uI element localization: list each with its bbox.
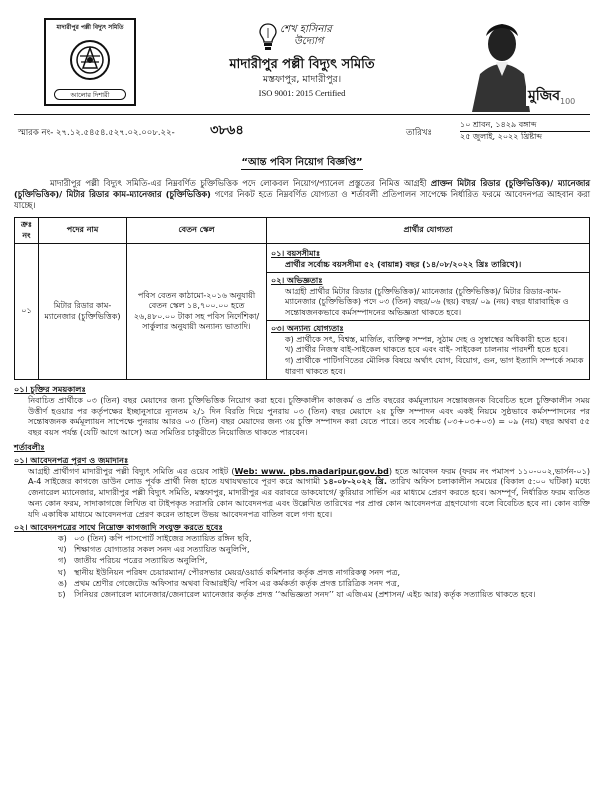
date-english: ২৫ জুলাই, ২০২২ খ্রিষ্টাব্দ [460,131,542,141]
post-table [14,217,590,380]
list-item-text: প্রথম শ্রেণীর গেজেটেড অফিসার অথবা বিআরইবি/ পবিস এর কর্মকর্তা কর্তৃক প্রদত্ত চারিত্রিক সনদ পত্র, [74,577,400,588]
header-qualification: প্রার্থীর যোগ্যতা [267,218,590,244]
age-text: প্রার্থীর সর্বোচ্চ বয়সসীমা ৫২ (বায়ান্ন) বছর (১৪/০৮/২০২২ খ্রিঃ তারিখে)। [285,259,522,269]
experience-text: আগ্রহী প্রার্থীর মিটার রিডার (চুক্তিভিত্তিক)/ ম্যানেজার (চুক্তিভিত্তিক)/ মিটার রিডার-কাম-ম্যানেজার (চুক্তিভিত্তিক) পদে ০৩ (তিন) বছর/০৬ (ছয়) বছর/ ০৯ (নয়) বছর ধারাবাহিক ও সন্তোষজনকভাবে কর্মসম্পাদনের অভিজ্ঞতা থাকতে হবে। [285,286,569,317]
date-bengali: ১০ শ্রাবন, ১৪২৯ বঙ্গাব্দ [460,120,590,132]
qualification-experience [267,272,589,318]
list-item-text: স্থানীয় ইউনিয়ন পরিষদ চেয়ারম্যান/ পৌরসভার মেয়র/ওয়ার্ড কমিশনার কর্তৃক প্রদত্ত নাগরিকত্ব সনদ পত্র, [74,566,401,577]
list-item-text: সিনিয়র জেনারেল ম্যানেজার/জেনারেল ম্যানেজার কর্তৃক প্রদত্ত ‘‘অভিজ্ঞতা সনদ’’ যা এজিএম (প্রশাসন/ এইচ আর) কর্তৃক সত্যায়িত থাকতে হবে। [74,588,536,599]
application-text-a: আগ্রহী প্রার্থীগণ মাদারীপুর পল্লী বিদ্যুৎ সমিতি এর ওয়েব সাইট ( [28,465,235,476]
header-pay: বেতন স্কেল [127,218,267,244]
cell-post: মিটার রিডার কাম-ম্যানেজার (চুক্তিভিত্তিক) [39,244,127,380]
application-text-c: তারিখ অফিস চলাকালীন সময়ের (বিকাল ৫:০০ ঘটিকা) মধ্যে জেনারেল ম্যানেজার, মাদারীপুর পল্লী বিদ্যুৎ সমিতি, মস্তফাপুর, মাদারীপুর এর বরাবরে ডাকযোগে/ কুরিয়ার সার্ভিস এর মাধ্যমে প্রেরণ করতে হবে। অসম্পূর্ণ, নির্ধারিত ফরম ব্যতিত অন্য কোন ফরম, সাদাকাগজে লিখিত বা টাইপকৃত সরাসরি কোন আবেদনপত্র এবং উল্লেখিত তারিখের পর প্রাপ্ত কোন আবেদনপত্র গ্রহণযোগ্য বলে বিবেচিত হবে না। কোন ব্যক্তি যদি একাধিক মাধ্যমে আবেদনপত্র প্রেরণ করেন তাহলে উভয় আবেদনপত্র বাতিল বলে গণ্য হবে। [28,476,590,519]
other-item-c: গ) প্রার্থীকে পাটিগণিতের মৌলিক বিষয়ে অর্থাৎ যোগ, বিয়োগ, গুন, ভাগ ইত্যাদি সম্পর্কে সম্যক ধারণা থাকতে হবে। [285,356,584,376]
intro-paragraph [14,178,590,211]
other-item-a: ক) প্রার্থীকে সৎ, বিশ্বস্ত, মার্জিত, ব্যক্তিত্ব সম্পন্ন, সুঠাম দেহ ও সুস্বাস্থের অধিকারী হতে হবে। [285,334,568,344]
table-row [15,244,590,380]
memo-label: স্মারক নং- ২৭.১২.৫৪৫৪.৫২৭.০২.০০৮.২২- [18,128,175,138]
cell-serial: ০১ [15,244,39,380]
other-item-b: খ) প্রার্থীর নিজস্ব বাই-সাইকেল থাকতে হবে এবং বাই- সাইকেল চালনায় পারদর্শী হতে হবে। [285,345,568,355]
letterhead [14,8,590,146]
cell-pay: পবিস বেতন কাঠামো-২০১৬ অনুযায়ী বেতন স্কেল ১৪,৭০০.০০ হতে ২৬,৪৮০.০০ টাকা সহ পবিস নির্দেশিকা/ সার্কুলার অনুযায়ী অন্যান্য ভাতাদি। [127,244,267,380]
list-item-text: ০৩ (তিন) কপি পাসপোর্ট সাইজের সত্যায়িত রঙ্গিন ছবি, [74,533,252,544]
list-item-marker: ঘ) [58,566,67,577]
organization-name: মাদারীপুর পল্লী বিদ্যুৎ সমিতি [229,57,375,72]
slogan-line-1: শেখ হাসিনার [280,24,332,35]
logo-tagline: আলোর দিশারী [54,89,126,100]
qualification-other [267,320,589,377]
intro-text: মাদারীপুর পল্লী বিদ্যুৎ সমিতি-এর নিম্নবর্ণিত চুক্তিভিত্তিক পদে লোকবল নিয়োগ/প্যানেল প্রস্তুতের নিমিত্ত আগ্রহী [50,178,431,189]
contract-text: নিবাচিত প্রার্থীকে ০৩ (তিন) বছর মেয়াদের জন্য চুক্তিভিত্তিক নিয়োগ করা হবে। চুক্তিকালীন কাজকর্ম ও প্রতি বছরের কর্মমূল্যায়ন সন্তোষজনক বিবেচিত হলে চুক্তিকালীন সময় উত্তীর্ণ হওয়ার পর কর্তৃপক্ষের ইচ্ছানুসারে ন্যূনতম ২/১ দিন বিরতি দিয়ে পুনরায় ০৩ (তিন) বছর মেয়াদে ২য় চুক্তি সম্পাদন এবং একই নিয়মে সুষ্ঠভাবে কর্মসম্পাদনের পর সন্তোষজনক কর্মমূল্যায়ন সাপেক্ষে পুনরায় আরও ০৩ (তিন) বছর মেয়াদের জন্য ৩য় চুক্তি সম্পাদন করা যেতে পারে। তবে সর্বোচ্চ (০৩+০৩+০৩) = ০৯ (নয়) বছর অথবা ৫৫ বছর বয়স পর্যন্ত (যেটি আগে আসে) অত্র সমিতির চাকুরীতে নিয়োজিত থাকতে পারবেন। [28,394,590,438]
slogan [280,24,332,47]
date-block [460,120,590,143]
organization-address: মস্তফাপুর, মাদারীপুর। [262,74,342,85]
contract-heading: ০১। চুক্তির সময়কালঃ [14,384,86,395]
iso-certification: ISO 9001: 2015 Certified [258,88,346,98]
list-item [58,555,590,566]
list-item-marker: ক) [58,533,67,544]
date-label: তারিখঃ [406,128,433,138]
mujib-portrait-icon [450,14,578,112]
logo-top-text: মাদারীপুর পল্লী বিদ্যুৎ সমিতি [56,24,124,31]
application-text-b: ) হতে আবেদন ফরম (ফরম নং পমাসপ ১১০-০০২,ভার্সন-০১) A-4 সাইজের কাগজে ডাউন লোড পূর্বক প্রার্থী নিজ হাতে যথাযথভাবে পূরণ করে আগামী [28,465,590,487]
slogan-line-2: উদ্যোগ [294,35,324,47]
list-item-marker: গ) [58,555,67,566]
application-heading: ০১। আবেদনপত্র পূরণ ও জমাদানঃ [14,454,129,465]
notice-title: “আন্ত পবিস নিয়োগ বিজ্ঞপ্তি” [241,156,362,170]
list-item [58,533,590,544]
memo-number: ৩৮৬৪ [210,123,244,138]
header-post: পদের নাম [39,218,127,244]
list-item-text: শিক্ষাগত যোগ্যতার সকল সনদ এর সত্যায়িত অনুলিপি, [74,544,250,555]
light-bulb-icon [258,22,278,52]
cell-qualification [267,244,590,380]
documents-list [14,533,590,600]
website-link[interactable]: Web: www. pbs.madaripur.gov.bd [234,465,389,476]
intro-posts: প্রাক্তন মিটার রিডার (চুক্তিভিত্তিক)/ ম্যানেজার (চুক্তিভিত্তিক)/ মিটার রিডার কাম-ম্যানেজার (চুক্তিভিত্তিক) [14,178,590,200]
list-item [58,544,590,555]
reference-row [14,120,590,146]
list-item [58,567,590,578]
list-item-marker: চ) [58,588,66,599]
portrait-caption: মুজিব [528,88,561,104]
documents-heading: ০২। আবেদনপত্রের সাথে নিম্নোক্ত কাগজাদি সংযুক্ত করতে হবেঃ [14,522,223,533]
application-text [14,466,590,520]
portrait-caption-sub: 100 [560,97,576,106]
list-item-marker: ঙ) [58,577,68,588]
age-heading: ০১। বয়সসীমাঃ [271,249,321,259]
application-deadline: ১৪-০৮-২০২২ খ্রি. [323,476,387,487]
conditions-heading: শর্তাবলীঃ [14,441,45,452]
list-item [58,578,590,589]
list-item-marker: খ) [58,544,67,555]
header-serial: ক্রঃ নং [15,218,39,244]
header-divider [14,114,590,115]
list-item-text: জাতীয় পরিচয় পত্রের সত্যায়িত অনুলিপি, [74,555,208,566]
intro-tail: গণের নিকট হতে নিম্নবর্ণিত যোগ্যতা ও শর্তাবলী প্রতিপালন সাপেক্ষে নির্ধারিত ফরমে আবেদনপত্র আহবান করা যাচ্ছে। [14,189,590,211]
qualification-age [267,246,589,270]
other-heading: ০৩। অন্যান্য যোগ্যতাঃ [271,324,344,334]
table-header-row [15,218,590,244]
experience-heading: ০২। অভিজ্ঞতাঃ [271,276,323,286]
list-item [58,589,590,600]
